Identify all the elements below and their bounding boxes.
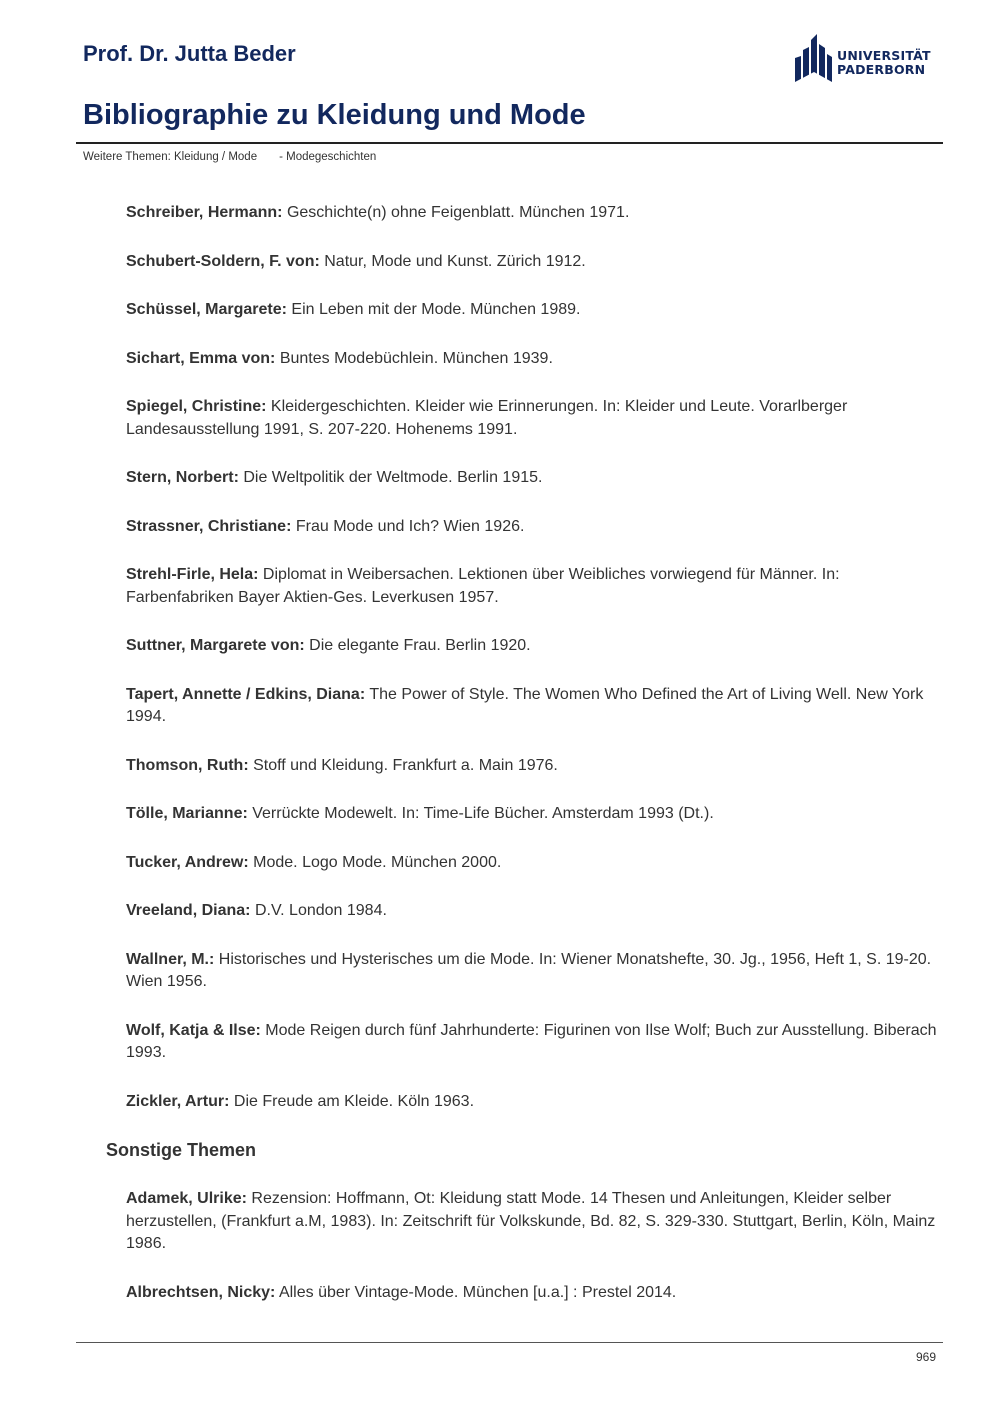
bibliography-entry xyxy=(126,251,938,274)
bibliography-entry xyxy=(126,1282,938,1305)
entry-text: Frau Mode und Ich? Wien 1926. xyxy=(291,517,525,535)
page-title: Bibliographie zu Kleidung und Mode xyxy=(83,99,586,131)
entry-author: Zickler, Artur: xyxy=(126,1092,230,1110)
entry-author: Vreeland, Diana: xyxy=(126,902,251,919)
entry-author: Schüssel, Margarete: xyxy=(126,301,287,318)
entry-author: Tapert, Annette / Edkins, Diana: xyxy=(126,685,366,703)
entry-text: Die elegante Frau. Berlin 1920. xyxy=(304,637,531,654)
entry-text: Historisches und Hysterisches um die Mode. In: Wiener Monatshefte, 30. Jg., 1956, Heft 1, S. 19-20. Wien 1956. xyxy=(126,950,932,990)
bibliography-entry xyxy=(126,949,938,994)
entry-author: Schubert-Soldern, F. von: xyxy=(126,252,320,270)
bibliography-entry xyxy=(126,348,938,371)
entry-text: Stoff und Kleidung. Frankfurt a. Main 1976. xyxy=(248,756,558,774)
bibliography-entry xyxy=(126,635,938,658)
entry-text: Ein Leben mit der Mode. München 1989. xyxy=(286,301,581,318)
footer-divider xyxy=(76,1342,943,1343)
entry-text: The Power of Style. The Women Who Defined the Art of Living Well. New York 1994. xyxy=(126,685,924,725)
entry-author: Adamek, Ulrike: xyxy=(126,1190,247,1207)
entry-text: Die Freude am Kleide. Köln 1963. xyxy=(229,1092,475,1110)
entry-text: Kleidergeschichten. Kleider wie Erinnerungen. In: Kleider und Leute. Vorarlberger Landesausstellung 1991, S. 207-220. Hohenems 1991. xyxy=(126,398,848,438)
entry-text: Mode Reigen durch fünf Jahrhunderte: Figurinen von Ilse Wolf; Buch zur Ausstellung. Biberach 1993. xyxy=(126,1021,937,1061)
breadcrumb xyxy=(83,151,376,163)
bibliography-entry xyxy=(126,299,938,322)
breadcrumb-parent: Weitere Themen: Kleidung / Mode xyxy=(83,151,258,163)
bibliography-list xyxy=(106,202,938,1330)
entry-author: Tucker, Andrew: xyxy=(126,853,249,871)
bibliography-entry xyxy=(126,396,938,441)
entry-text: D.V. London 1984. xyxy=(250,902,387,919)
logo-text xyxy=(837,49,931,77)
entry-text: Die Weltpolitik der Weltmode. Berlin 1915. xyxy=(238,469,543,486)
entry-author: Sichart, Emma von: xyxy=(126,349,276,367)
entry-author: Albrechtsen, Nicky: xyxy=(126,1283,276,1301)
entry-text: Rezension: Hoffmann, Ot: Kleidung statt Mode. 14 Thesen und Anleitungen, Kleider selber herzustellen, (Frankfurt a.M, 1983). In: Zeitschrift für Volkskunde, Bd. 82, S. 329-330. Stuttgart, Berlin, Köln, Mainz 1986. xyxy=(126,1190,936,1252)
section-heading: Sonstige Themen xyxy=(106,1140,257,1160)
entry-text: Buntes Modebüchlein. München 1939. xyxy=(275,349,553,367)
page-number: 969 xyxy=(915,1350,936,1364)
entry-author: Wolf, Katja & Ilse: xyxy=(126,1021,261,1039)
bibliography-entry xyxy=(126,467,938,490)
entry-author: Schreiber, Hermann: xyxy=(126,204,283,221)
entry-author: Spiegel, Christine: xyxy=(126,398,267,415)
entry-author: Strehl-Firle, Hela: xyxy=(126,566,259,583)
university-logo xyxy=(795,32,935,82)
bibliography-entry xyxy=(126,1091,938,1114)
entry-author: Thomson, Ruth: xyxy=(126,756,249,774)
entry-author: Stern, Norbert: xyxy=(126,469,239,486)
bibliography-entry xyxy=(126,852,938,875)
author-name: Prof. Dr. Jutta Beder xyxy=(83,41,296,66)
entry-author: Tölle, Marianne: xyxy=(126,805,248,822)
bibliography-entry xyxy=(126,1188,938,1256)
bibliography-entry xyxy=(126,202,938,225)
bibliography-entry xyxy=(126,516,938,539)
bibliography-entry xyxy=(126,1020,938,1065)
bibliography-entry xyxy=(126,803,938,826)
title-divider xyxy=(76,142,943,144)
entry-text: Verrückte Modewelt. In: Time-Life Bücher. Amsterdam 1993 (Dt.). xyxy=(247,805,714,822)
breadcrumb-current: - Modegeschichten xyxy=(279,151,377,163)
entry-text: Alles über Vintage-Mode. München [u.a.] : Prestel 2014. xyxy=(275,1283,677,1301)
bibliography-entry xyxy=(126,684,938,729)
entry-text: Diplomat in Weibersachen. Lektionen über Weibliches vorwiegend für Männer. In: Farbenfabriken Bayer Aktien-Ges. Leverkusen 1957. xyxy=(126,566,840,606)
bibliography-entry xyxy=(126,564,938,609)
entry-author: Wallner, M.: xyxy=(126,950,215,968)
bibliography-entry xyxy=(126,900,938,923)
entry-author: Suttner, Margarete von: xyxy=(126,637,305,654)
university-building-icon xyxy=(795,32,833,82)
logo-line-1: UNIVERSITÄT xyxy=(837,48,931,63)
entry-author: Strassner, Christiane: xyxy=(126,517,292,535)
bibliography-entry xyxy=(126,755,938,778)
logo-line-2: PADERBORN xyxy=(837,62,926,77)
entry-text: Mode. Logo Mode. München 2000. xyxy=(248,853,502,871)
entry-text: Natur, Mode und Kunst. Zürich 1912. xyxy=(319,252,586,270)
entry-text: Geschichte(n) ohne Feigenblatt. München 1971. xyxy=(282,204,630,221)
